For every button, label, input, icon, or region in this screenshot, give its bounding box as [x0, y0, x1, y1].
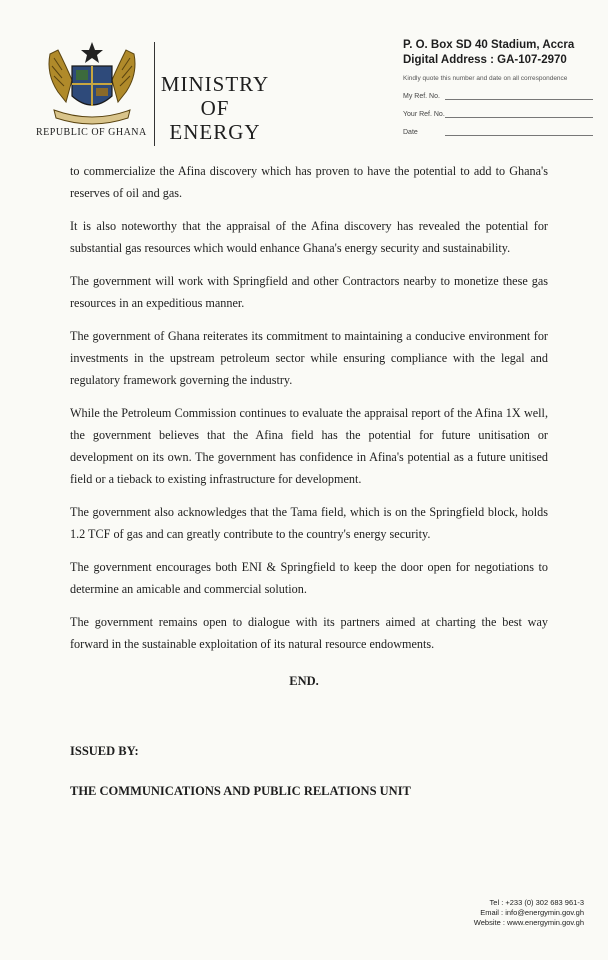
digital-address: Digital Address : GA-107-2970 [403, 54, 567, 66]
header-divider [154, 42, 155, 146]
body-paragraph: While the Petroleum Commission continues to evaluate the appraisal report of the Afina 1X well, the government believes that the Afina field has the potential for future unitisation or development on its own. The government has confidence in Afina's potential as a future unitised field or a tieback to existing infrastructure for development. [70, 406, 548, 486]
ministry-line: MINISTRY [160, 72, 270, 96]
coat-of-arms-icon [44, 40, 140, 126]
body-paragraph: The government also acknowledges that the Tama field, which is on the Springfield block, holds 1.2 TCF of gas and can greatly contribute to the country's energy security. [70, 505, 548, 541]
your-ref-row [403, 111, 593, 118]
your-ref-label: Your Ref. No. [403, 111, 445, 118]
letterhead [0, 0, 608, 160]
letter-body [70, 160, 548, 666]
address-block [403, 38, 593, 136]
ministry-line: OF [200, 96, 230, 120]
your-ref-line [445, 111, 593, 118]
body-paragraph: The government will work with Springfield and other Contractors nearby to monetize these gas resources in an expeditious manner. [70, 274, 548, 310]
my-ref-line [445, 93, 593, 100]
my-ref-label: My Ref. No. [403, 93, 440, 100]
date-line [445, 129, 593, 136]
date-row [403, 129, 593, 136]
end-marker: END. [289, 674, 319, 688]
body-paragraph: It is also noteworthy that the appraisal of the Afina discovery has revealed the potential for substantial gas resources which would enhance Ghana's energy security and sustainability. [70, 219, 548, 255]
body-paragraph: The government encourages both ENI & Springfield to keep the door open for negotiations to determine an amicable and commercial solution. [70, 560, 548, 596]
issuing-unit: THE COMMUNICATIONS AND PUBLIC RELATIONS UNIT [70, 784, 411, 798]
body-paragraph: The government remains open to dialogue with its partners aimed at charting the best way forward in the sustainable exploitation of its natural resource endowments. [70, 615, 548, 651]
postal-address: P. O. Box SD 40 Stadium, Accra [403, 39, 575, 51]
contact-email: Email : info@energymin.gov.gh [480, 908, 584, 917]
my-ref-row [403, 93, 593, 100]
contact-tel: Tel : +233 (0) 302 683 961-3 [489, 898, 584, 907]
ministry-line: ENERGY [169, 120, 261, 144]
date-label: Date [403, 129, 418, 136]
body-paragraph: to commercialize the Afina discovery which has proven to have the potential to add to Ghana's reserves of oil and gas. [70, 164, 548, 200]
body-paragraph: The government of Ghana reiterates its commitment to maintaining a conducive environment for investments in the upstream petroleum sector while ensuring compliance with the legal and regulatory framework governing the industry. [70, 329, 548, 387]
republic-label: REPUBLIC OF GHANA [36, 127, 147, 138]
kindly-note: Kindly quote this number and date on all correspondence [403, 75, 568, 82]
contact-block [474, 898, 584, 928]
ministry-name [160, 72, 270, 144]
issued-by-label: ISSUED BY: [70, 744, 139, 758]
contact-website: Website : www.energymin.gov.gh [473, 918, 584, 927]
